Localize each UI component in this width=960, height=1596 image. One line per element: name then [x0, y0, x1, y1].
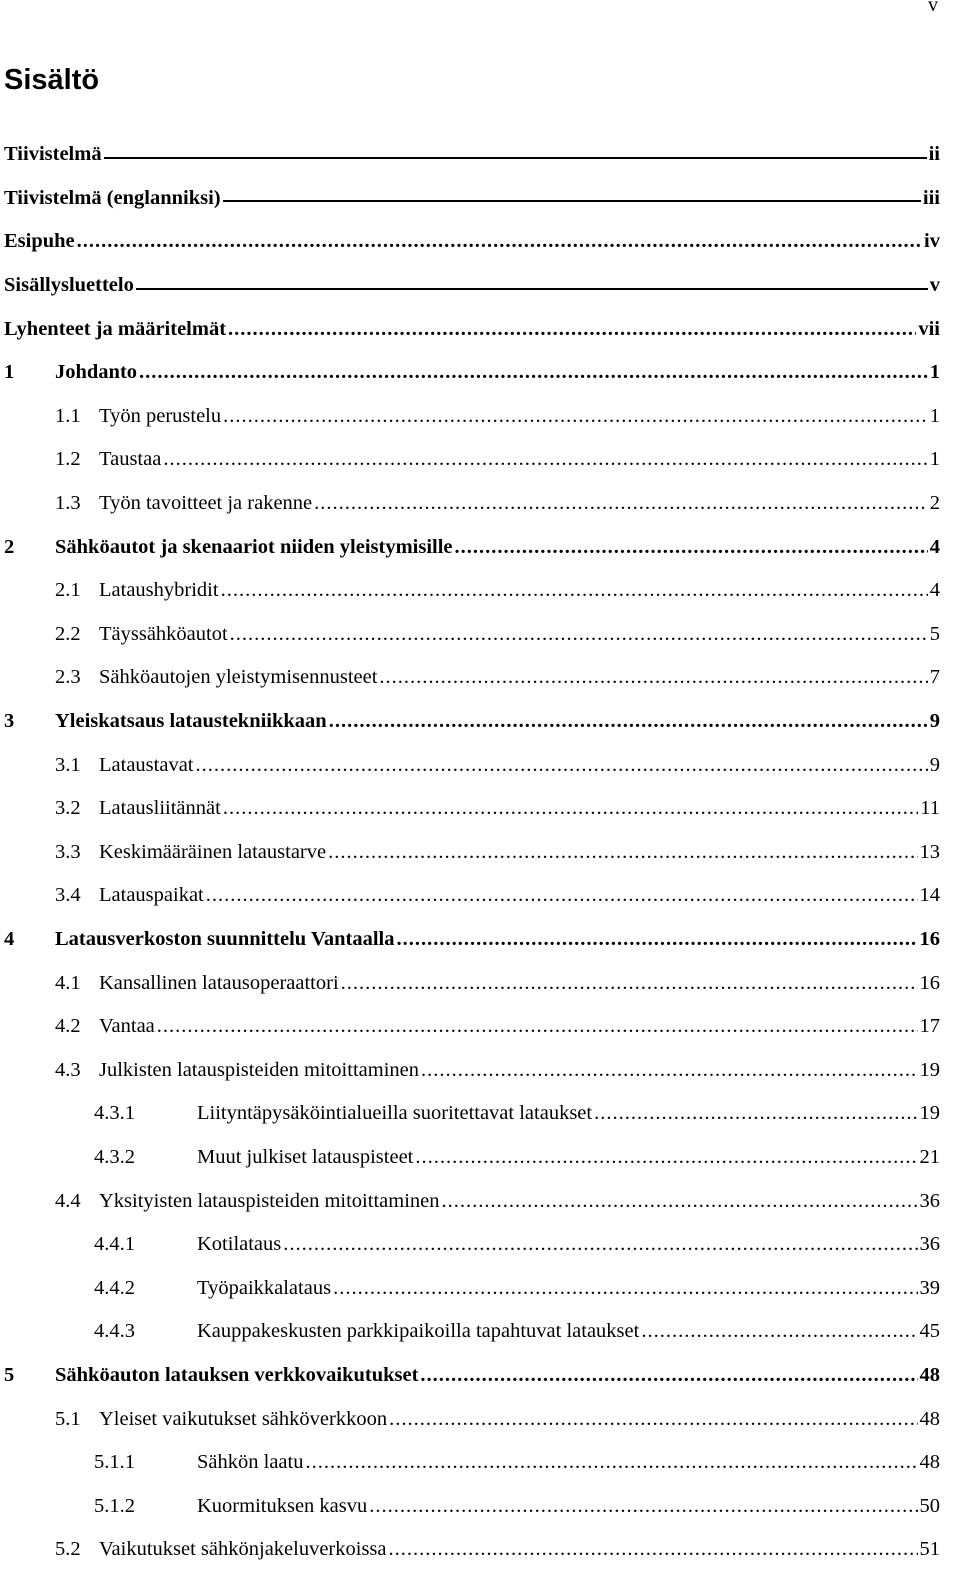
toc-entry-line	[99, 797, 940, 820]
toc-entry-label: Sähköautojen yleistymisennusteet	[99, 666, 378, 689]
toc-entry-number: 3.2	[55, 797, 81, 820]
toc-entry-line	[99, 492, 940, 515]
toc-entry-number: 1.2	[55, 448, 81, 471]
toc-leader	[396, 928, 917, 951]
toc-entry-page: 36	[919, 1233, 940, 1256]
toc-entry-number: 4.3.1	[94, 1102, 135, 1125]
toc-entry-line	[99, 754, 940, 777]
toc-entry[interactable]	[0, 656, 960, 700]
toc-entry[interactable]	[0, 874, 960, 918]
toc-entry-label: Yleiskatsaus lataustekniikkaan	[55, 710, 327, 733]
toc-entry-line	[99, 1015, 940, 1038]
toc-entry-number: 1	[4, 361, 15, 384]
toc-entry-page: 48	[919, 1451, 940, 1474]
toc-entry[interactable]	[0, 918, 960, 962]
toc-entry-page: 4	[929, 535, 940, 558]
toc-leader	[163, 448, 927, 471]
toc-leader	[594, 1102, 917, 1125]
toc-entry[interactable]	[0, 1092, 960, 1136]
toc-entry-number: 3.1	[55, 753, 81, 776]
toc-entry[interactable]	[0, 177, 960, 221]
toc-entry[interactable]	[0, 525, 960, 569]
toc-entry-number: 4.3.2	[94, 1145, 135, 1168]
toc-entry-page: 5	[929, 622, 940, 645]
toc-leader	[421, 1059, 918, 1082]
toc-leader	[139, 361, 928, 384]
toc-entry-number: 2.3	[55, 666, 81, 689]
toc-entry-label: Täyssähköautot	[99, 622, 228, 645]
toc-entry-page: 9	[929, 753, 940, 776]
toc-entry-number: 5.1.1	[94, 1451, 135, 1474]
toc-entry-label: Työpaikkalataus	[197, 1276, 332, 1299]
toc-entry-label: Keskimääräinen lataustarve	[99, 840, 327, 863]
toc-entry[interactable]	[0, 351, 960, 395]
toc-entry[interactable]	[0, 569, 960, 613]
toc-entry[interactable]	[0, 438, 960, 482]
toc-entry-line	[55, 928, 940, 951]
toc-entry-number: 2.1	[55, 579, 81, 602]
toc-entry-number: 1.1	[55, 404, 81, 427]
toc-leader	[283, 1233, 917, 1256]
toc-entry[interactable]	[0, 1397, 960, 1441]
toc-entry-number: 4.3	[55, 1058, 81, 1081]
toc-entry-label: Julkisten latauspisteiden mitoittaminen	[99, 1058, 419, 1081]
toc-entry-line	[99, 1538, 940, 1561]
toc-entry-page: 9	[929, 710, 940, 733]
toc-entry-line	[99, 884, 940, 907]
toc-entry-line	[197, 1495, 940, 1518]
toc-entry[interactable]	[0, 700, 960, 744]
toc-entry[interactable]	[0, 613, 960, 657]
toc-entry-line	[197, 1146, 940, 1169]
toc-entry-page: ii	[928, 143, 940, 166]
toc-entry-label: Kotilataus	[197, 1233, 282, 1256]
page-number: v	[928, 0, 938, 16]
toc-entry[interactable]	[0, 220, 960, 264]
toc-entry-line	[99, 448, 940, 471]
toc-entry-label: Esipuhe	[4, 230, 75, 253]
toc-entry-label: Työn perustelu	[99, 404, 222, 427]
toc-entry-line	[197, 1320, 940, 1343]
toc-entry-label: Kansallinen latausoperaattori	[99, 971, 339, 994]
toc-leader	[329, 710, 928, 733]
toc-entry[interactable]	[0, 133, 960, 177]
toc-entry-page: 1	[929, 448, 940, 471]
toc-leader	[415, 1146, 917, 1169]
toc-entry-page: vii	[918, 317, 940, 340]
toc-entry-label: Latausverkoston suunnittelu Vantaalla	[55, 927, 395, 950]
toc-leader	[136, 288, 928, 290]
toc-leader	[341, 972, 918, 995]
toc-leader	[328, 841, 917, 864]
toc-entry-page: 19	[919, 1058, 940, 1081]
toc-entry-label: Muut julkiset latauspisteet	[197, 1145, 414, 1168]
toc-leader	[221, 579, 928, 602]
toc-entry-label: Kauppakeskusten parkkipaikoilla tapahtuvat lataukset	[197, 1320, 640, 1343]
toc-entry-page: 11	[920, 797, 940, 820]
toc-leader	[157, 1015, 918, 1038]
toc-entry-page: 21	[919, 1145, 940, 1168]
toc-entry-line	[197, 1102, 940, 1125]
toc-leader	[455, 536, 928, 559]
toc-entry-page: 1	[929, 404, 940, 427]
table-of-contents	[0, 133, 960, 1572]
toc-entry-page: 45	[919, 1320, 940, 1343]
toc-entry-number: 4.4.2	[94, 1276, 135, 1299]
toc-entry[interactable]	[0, 1484, 960, 1528]
toc-entry-page: 16	[919, 971, 940, 994]
toc-entry-number: 4.2	[55, 1015, 81, 1038]
toc-leader	[420, 1364, 917, 1387]
toc-entry-label: Tiivistelmä	[4, 143, 102, 166]
page-title: Sisältö	[4, 64, 100, 96]
toc-entry-line	[55, 710, 940, 733]
toc-entry-label: Johdanto	[55, 361, 138, 384]
toc-leader	[389, 1538, 918, 1561]
toc-leader	[223, 405, 928, 428]
toc-entry-line	[55, 536, 940, 559]
toc-entry-label: Lataushybridit	[99, 579, 219, 602]
toc-leader	[379, 666, 927, 689]
toc-entry-label: Työn tavoitteet ja rakenne	[99, 492, 313, 515]
toc-entry[interactable]	[0, 1005, 960, 1049]
toc-entry[interactable]	[0, 1223, 960, 1267]
toc-entry-label: Kuormituksen kasvu	[197, 1494, 368, 1517]
toc-leader	[206, 884, 918, 907]
toc-entry-number: 5.1.2	[94, 1494, 135, 1517]
toc-entry-page: 39	[919, 1276, 940, 1299]
toc-entry-line	[197, 1233, 940, 1256]
toc-leader	[641, 1320, 917, 1343]
toc-leader	[195, 754, 927, 777]
toc-entry-label: Lataustavat	[99, 753, 194, 776]
toc-leader	[228, 318, 916, 341]
toc-leader	[314, 492, 928, 515]
toc-entry-label: Yleiset vaikutukset sähköverkkoon	[99, 1407, 388, 1430]
toc-entry[interactable]	[0, 1266, 960, 1310]
toc-entry[interactable]	[0, 831, 960, 875]
toc-entry-page: v	[929, 274, 940, 297]
toc-entry-line	[99, 623, 940, 646]
toc-entry-number: 3	[4, 710, 15, 733]
toc-entry-label: Lyhenteet ja määritelmät	[4, 317, 227, 340]
toc-leader	[223, 200, 921, 202]
toc-entry-number: 4.4.1	[94, 1233, 135, 1256]
toc-entry-line	[99, 579, 940, 602]
toc-entry-label: Sähkön laatu	[197, 1451, 304, 1474]
toc-entry-line	[55, 361, 940, 384]
toc-entry-line	[197, 1277, 940, 1300]
toc-entry[interactable]	[0, 264, 960, 308]
toc-entry-page: 17	[919, 1015, 940, 1038]
toc-entry-number: 3.4	[55, 884, 81, 907]
toc-entry-line	[99, 1190, 940, 1213]
toc-leader	[441, 1190, 917, 1213]
toc-entry-label: Sähköauton latauksen verkkovaikutukset	[55, 1363, 419, 1386]
toc-entry-page: 4	[929, 579, 940, 602]
toc-entry-number: 5	[4, 1363, 15, 1386]
toc-entry-line	[99, 666, 940, 689]
toc-leader	[104, 157, 927, 159]
toc-entry-number: 3.3	[55, 840, 81, 863]
toc-entry-label: Latauspaikat	[99, 884, 204, 907]
toc-entry[interactable]	[0, 1310, 960, 1354]
toc-entry-line	[99, 1059, 940, 1082]
toc-entry-line	[4, 274, 940, 297]
toc-entry-number: 4.4.3	[94, 1320, 135, 1343]
toc-entry[interactable]	[0, 307, 960, 351]
toc-entry-number: 1.3	[55, 492, 81, 515]
toc-entry-page: 13	[919, 840, 940, 863]
toc-entry-line	[4, 187, 940, 210]
toc-entry-page: 50	[919, 1494, 940, 1517]
toc-leader	[77, 230, 922, 253]
toc-entry[interactable]	[0, 482, 960, 526]
toc-entry-page: 19	[919, 1102, 940, 1125]
toc-entry-label: Vantaa	[99, 1015, 155, 1038]
toc-entry-page: iii	[922, 186, 940, 209]
toc-entry-label: Latausliitännät	[99, 797, 221, 820]
toc-entry-line	[197, 1451, 940, 1474]
toc-entry-page: 2	[929, 492, 940, 515]
toc-entry-line	[4, 318, 940, 341]
toc-leader	[333, 1277, 917, 1300]
toc-entry-label: Sisällysluettelo	[4, 274, 134, 297]
toc-entry-line	[99, 972, 940, 995]
toc-entry-line	[99, 1408, 940, 1431]
toc-entry-number: 5.2	[55, 1538, 81, 1561]
toc-entry-line	[55, 1364, 940, 1387]
toc-entry-page: iv	[924, 230, 940, 253]
toc-entry[interactable]	[0, 1179, 960, 1223]
toc-leader	[223, 797, 918, 820]
toc-entry-number: 2	[4, 535, 15, 558]
toc-leader	[305, 1451, 917, 1474]
toc-entry[interactable]	[0, 961, 960, 1005]
toc-entry-label: Tiivistelmä (englanniksi)	[4, 186, 221, 209]
toc-entry-page: 48	[919, 1363, 940, 1386]
toc-leader	[369, 1495, 917, 1518]
toc-entry-number: 4.4	[55, 1189, 81, 1212]
toc-entry-line	[99, 841, 940, 864]
toc-entry[interactable]	[0, 1441, 960, 1485]
toc-entry-label: Taustaa	[99, 448, 162, 471]
toc-entry[interactable]	[0, 1136, 960, 1180]
toc-entry-line	[99, 405, 940, 428]
toc-entry-number: 4	[4, 927, 15, 950]
toc-entry-page: 48	[919, 1407, 940, 1430]
toc-entry-number: 4.1	[55, 971, 81, 994]
toc-entry-page: 51	[919, 1538, 940, 1561]
toc-leader	[389, 1408, 917, 1431]
toc-entry[interactable]	[0, 1048, 960, 1092]
toc-entry-page: 14	[919, 884, 940, 907]
toc-entry-label: Yksityisten latauspisteiden mitoittaminen	[99, 1189, 440, 1212]
toc-entry[interactable]	[0, 395, 960, 439]
toc-entry-page: 36	[919, 1189, 940, 1212]
toc-entry-number: 2.2	[55, 622, 81, 645]
toc-entry-number: 5.1	[55, 1407, 81, 1430]
toc-entry-page: 7	[929, 666, 940, 689]
toc-entry-label: Sähköautot ja skenaariot niiden yleistymisille	[55, 535, 453, 558]
toc-entry-line	[4, 230, 940, 253]
toc-entry[interactable]	[0, 787, 960, 831]
toc-entry-line	[4, 143, 940, 166]
toc-entry-label: Vaikutukset sähkönjakeluverkoissa	[99, 1538, 387, 1561]
toc-entry[interactable]	[0, 743, 960, 787]
toc-entry-page: 16	[919, 927, 940, 950]
toc-entry-label: Liityntäpysäköintialueilla suoritettavat lataukset	[197, 1102, 593, 1125]
toc-entry[interactable]	[0, 1528, 960, 1572]
toc-leader	[230, 623, 928, 646]
toc-entry[interactable]	[0, 1354, 960, 1398]
toc-entry-page: 1	[929, 361, 940, 384]
